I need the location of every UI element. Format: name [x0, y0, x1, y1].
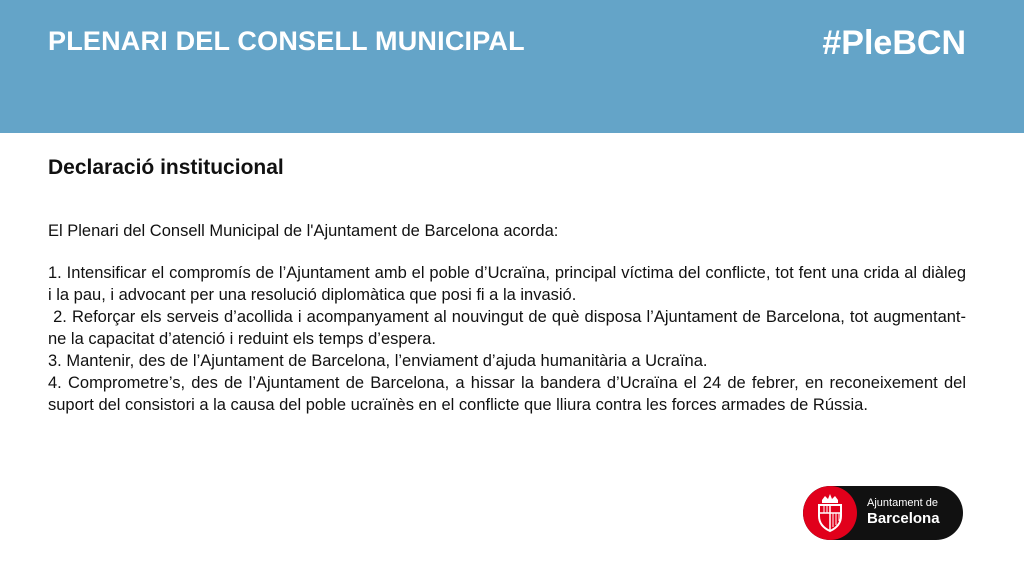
- header-banner: [0, 0, 1024, 133]
- agreement-item-1: 1. Intensificar el compromís de l’Ajuntament amb el poble d’Ucraïna, principal víctima del conflicte, tot fent una crida al diàleg i la pau, i advocant per una resolució diplomàtica que posi fi a la invasió.: [48, 264, 966, 304]
- hashtag: #PleBCN: [822, 24, 966, 62]
- agreement-list: [48, 262, 966, 416]
- agreement-item-4: 4. Comprometre’s, des de l’Ajuntament de Barcelona, a hissar la bandera d’Ucraïna el 24 de febrer, en reconeixement del suport del consistori a la causa del poble ucraïnès en el conflicte que lliura contra les forces armades de Rússia.: [48, 374, 966, 414]
- agreement-item-2: 2. Reforçar els serveis d’acollida i acompanyament al nouvingut de què disposa l’Ajuntament de Barcelona, tot augmentant-ne la capacitat d’atenció i reduint els temps d’espera.: [48, 308, 966, 348]
- barcelona-coat-of-arms-icon: [803, 486, 857, 540]
- logo-line-2: Barcelona: [867, 510, 940, 527]
- section-title: Declaració institucional: [48, 156, 284, 179]
- header-title: PLENARI DEL CONSELL MUNICIPAL: [48, 26, 525, 56]
- intro-text: El Plenari del Consell Municipal de l'Ajuntament de Barcelona acorda:: [48, 222, 559, 240]
- ajuntament-logo: [803, 486, 963, 540]
- logo-text: [867, 497, 940, 528]
- logo-line-1: Ajuntament de: [867, 497, 938, 509]
- agreement-item-3: 3. Mantenir, des de l’Ajuntament de Barcelona, l’enviament d’ajuda humanitària a Ucraïna.: [48, 352, 708, 370]
- declaration-content: [48, 156, 966, 416]
